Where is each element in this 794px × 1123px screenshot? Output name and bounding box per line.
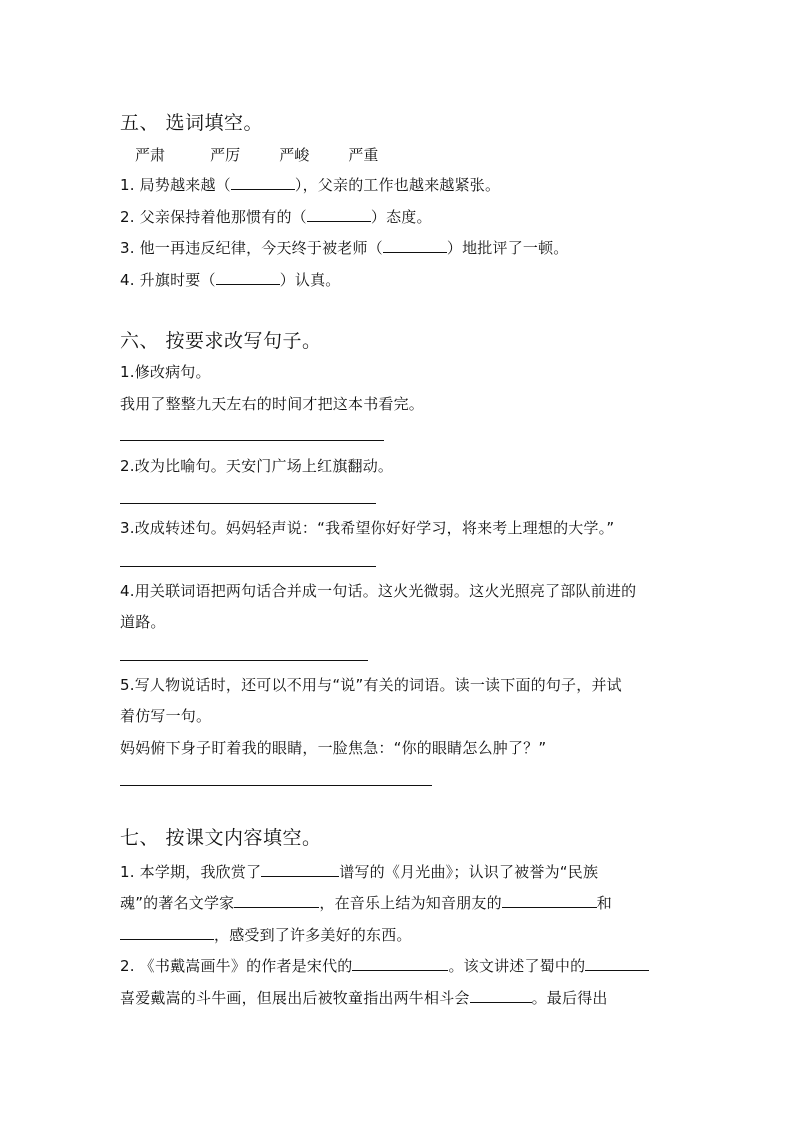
fill-blank[interactable] — [261, 862, 339, 877]
answer-line[interactable] — [120, 566, 376, 567]
s7-question-2-line-1: 2. 《书戴嵩画牛》的作者是宋代的 。该文讲述了蜀中的 — [120, 956, 649, 976]
section-7-title: 七、 按课文内容填空。 — [120, 827, 322, 849]
fill-blank[interactable] — [585, 956, 649, 971]
fill-blank[interactable] — [502, 893, 597, 908]
s5-question-1: 1. 局势越来越（ ），父亲的工作也越来越紧张。 — [120, 176, 501, 194]
fill-blank[interactable] — [383, 238, 447, 253]
section-5-title: 五、 选词填空。 — [120, 112, 264, 134]
fill-blank[interactable] — [120, 925, 214, 940]
word-bank-item: 严重 — [348, 146, 379, 164]
s7-question-1-line-3: ，感受到了许多美好的东西。 — [120, 925, 412, 945]
answer-line[interactable] — [120, 785, 432, 786]
s6-question-5-sentence: 妈妈俯下身子盯着我的眼睛，一脸焦急：“你的眼睛怎么肿了？” — [120, 739, 547, 757]
fill-blank[interactable] — [216, 270, 280, 285]
s5-question-3: 3. 他一再违反纪律，今天终于被老师（ ）地批评了一顿。 — [120, 239, 569, 257]
word-bank — [135, 144, 378, 165]
s6-question-3: 3.改成转述句。妈妈轻声说：“我希望你好好学习，将来考上理想的大学。” — [120, 519, 615, 537]
s6-question-5-line-1: 5.写人物说话时，还可以不用与“说”有关的词语。读一读下面的句子，并试 — [120, 676, 622, 694]
s6-question-1: 1.修改病句。 — [120, 363, 211, 381]
fill-blank[interactable] — [470, 988, 532, 1003]
answer-line[interactable] — [120, 440, 384, 441]
word-bank-item: 严肃 — [135, 146, 166, 164]
s5-question-4: 4. 升旗时要（ ）认真。 — [120, 271, 341, 289]
s7-question-1-line-2: 魂”的著名文学家 ，在音乐上结为知音朋友的 和 — [120, 894, 612, 912]
s7-question-1-line-1: 1. 本学期，我欣赏了 谱写的《月光曲》；认识了被誉为“民族 — [120, 863, 599, 881]
s6-question-4-line-1: 4.用关联词语把两句话合并成一句话。这火光微弱。这火光照亮了部队前进的 — [120, 582, 637, 600]
word-bank-item: 严峻 — [279, 146, 310, 164]
s6-question-1-sentence: 我用了整整九天左右的时间才把这本书看完。 — [120, 395, 425, 413]
fill-blank[interactable] — [231, 175, 295, 190]
fill-blank[interactable] — [307, 207, 371, 222]
fill-blank[interactable] — [352, 956, 448, 971]
s6-question-4-line-2: 道路。 — [120, 613, 166, 631]
s6-question-2: 2.改为比喻句。天安门广场上红旗翻动。 — [120, 457, 394, 475]
fill-blank[interactable] — [234, 893, 319, 908]
answer-line[interactable] — [120, 660, 368, 661]
s7-question-2-line-2: 喜爱戴嵩的斗牛画，但展出后被牧童指出两牛相斗会 。最后得出 — [120, 989, 608, 1007]
answer-line[interactable] — [120, 503, 376, 504]
section-6-title: 六、 按要求改写句子。 — [120, 330, 322, 352]
word-bank-item: 严厉 — [210, 146, 241, 164]
s5-question-2: 2. 父亲保持着他那惯有的（ ）态度。 — [120, 208, 432, 226]
s6-question-5-line-2: 着仿写一句。 — [120, 707, 212, 725]
